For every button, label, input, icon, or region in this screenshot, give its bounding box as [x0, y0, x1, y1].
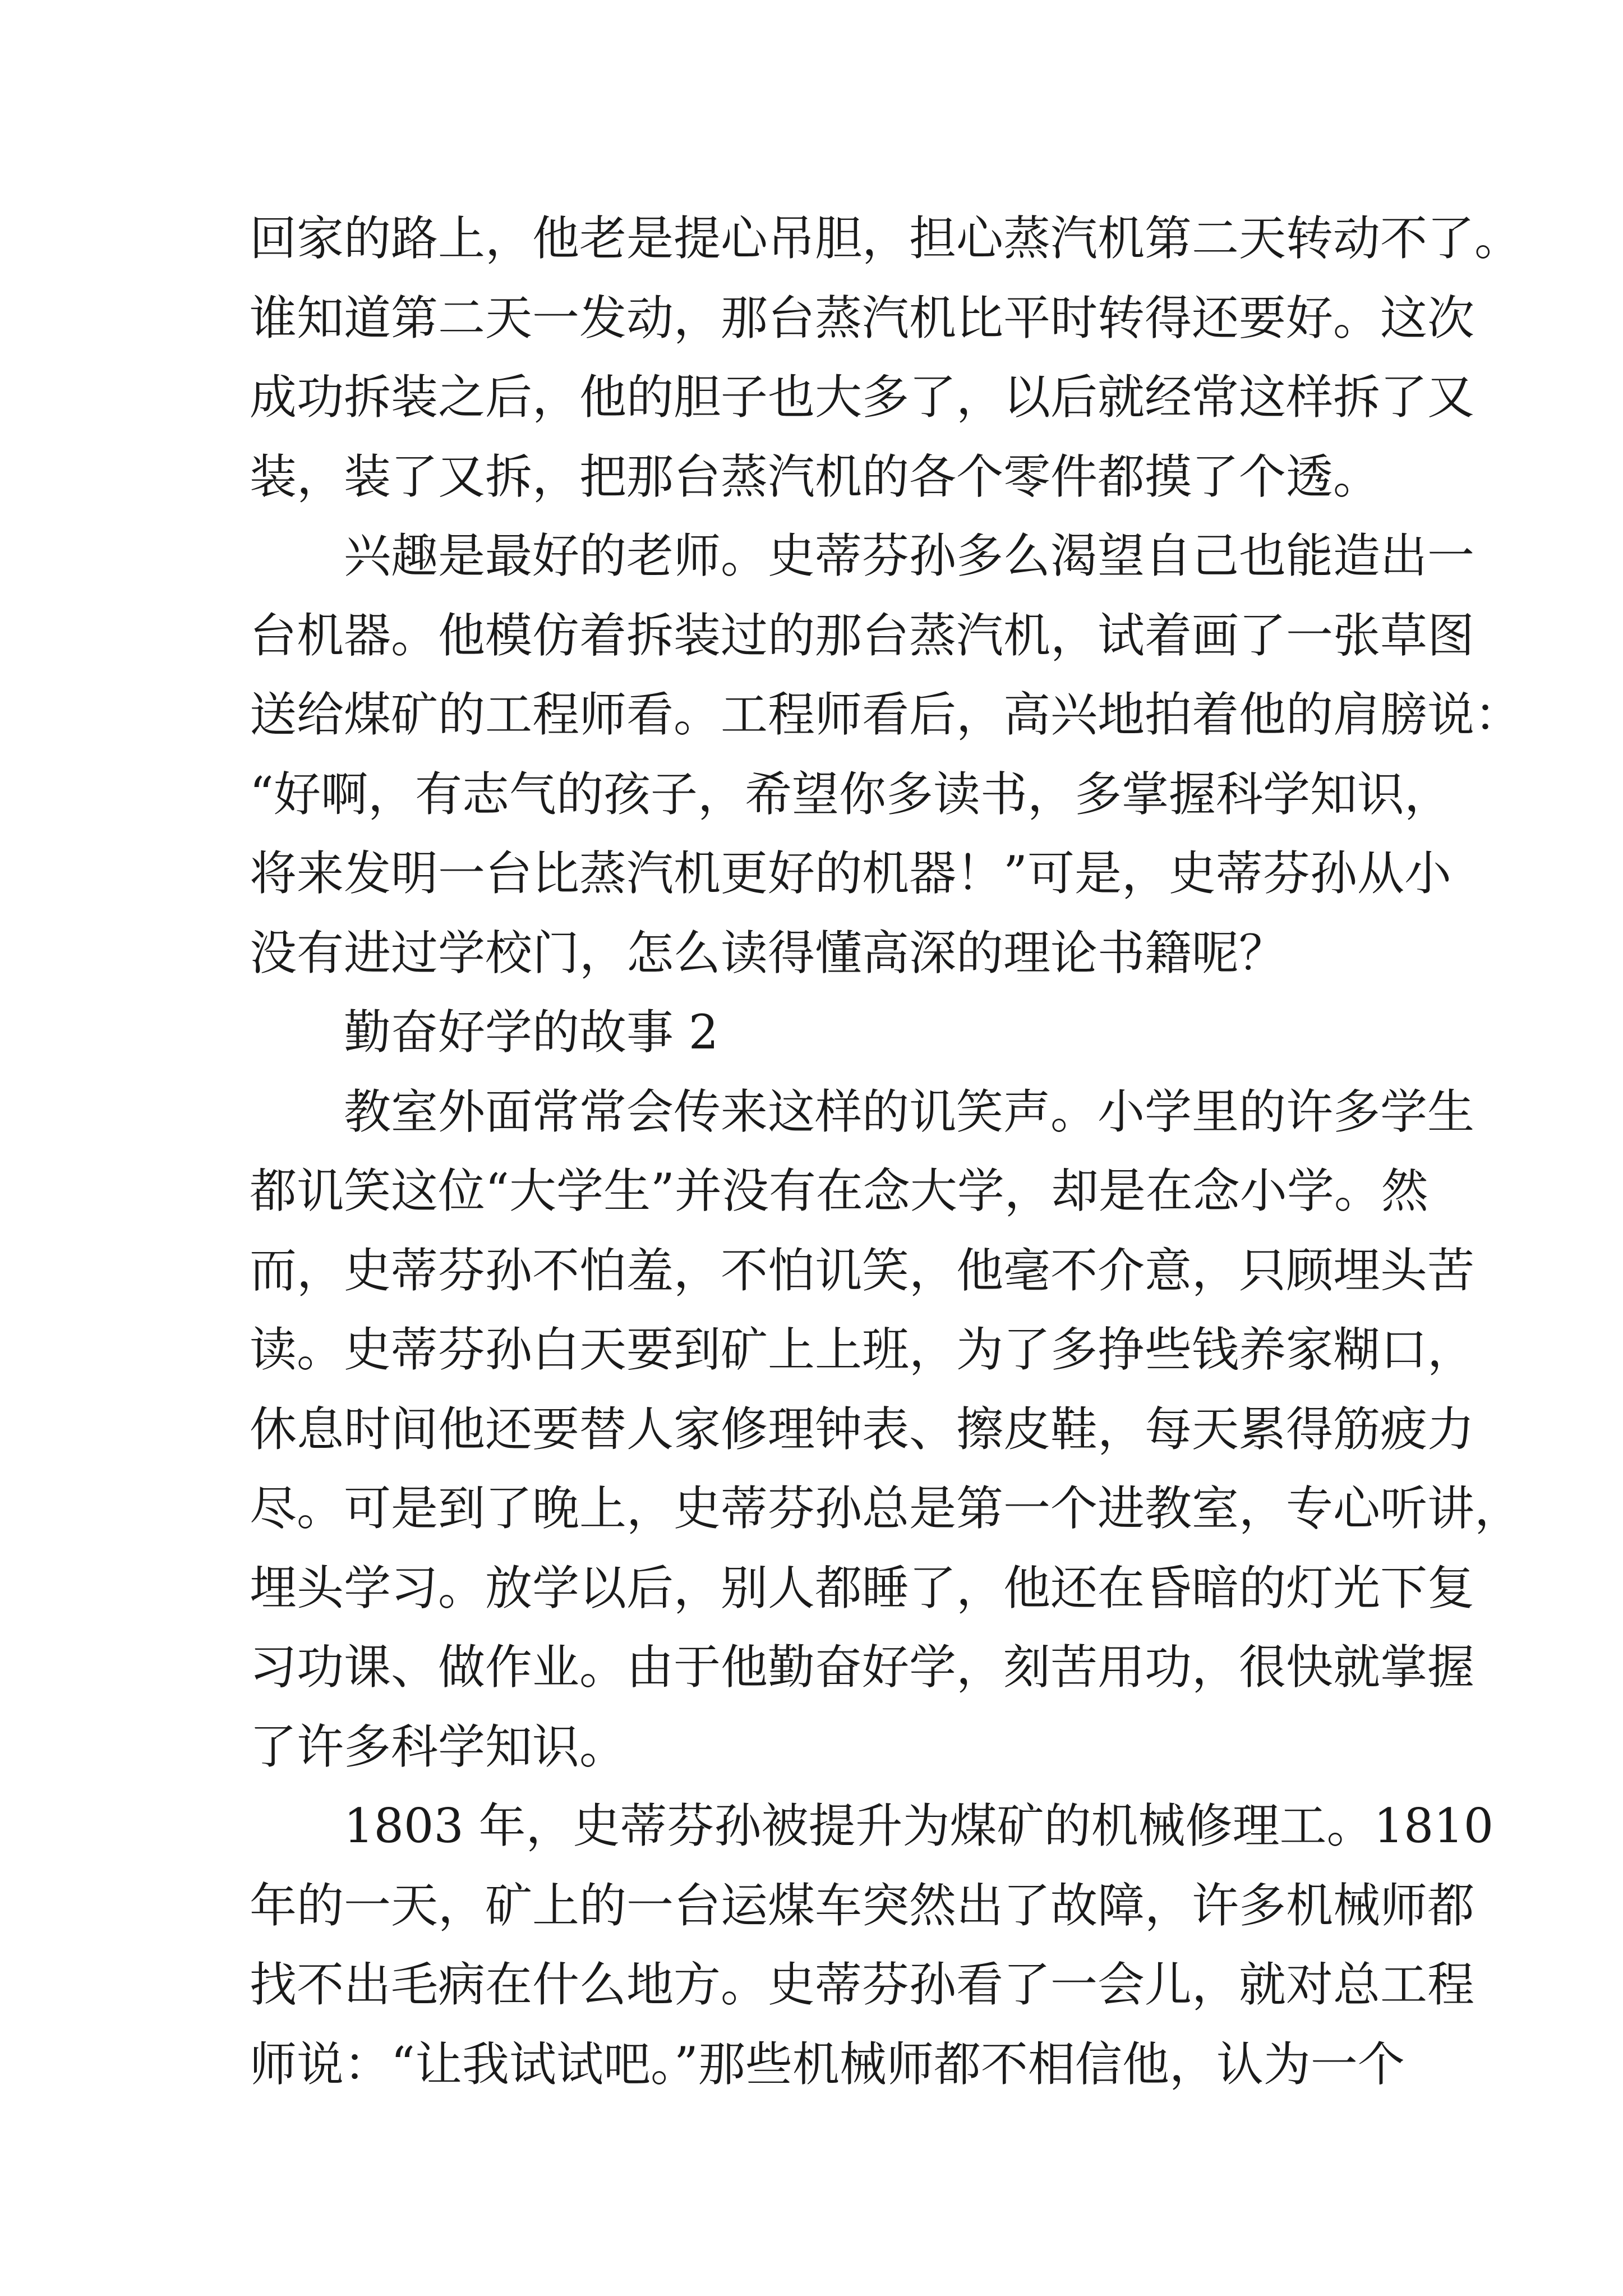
- text-line: 送给煤矿的工程师看。工程师看后，高兴地拍着他的肩膀说：: [250, 687, 1522, 742]
- text-line: “好啊，有志气的孩子，希望你多读书，多掌握科学知识，: [250, 766, 1451, 822]
- text-line: 台机器。他模仿着拆装过的那台蒸汽机，试着画了一张草图: [250, 608, 1475, 663]
- paragraph-first-line: 教室外面常常会传来这样的讥笑声。小学里的许多学生: [344, 1084, 1475, 1139]
- text-line: 师说：“让我试试吧。”那些机械师都不相信他，认为一个: [250, 2036, 1405, 2092]
- text-line: 埋头学习。放学以后，别人都睡了，他还在昏暗的灯光下复: [250, 1560, 1475, 1616]
- document-body: [250, 199, 1522, 2104]
- section-heading: 勤奋好学的故事 2: [344, 1005, 719, 1060]
- text-line: 都讥笑这位“大学生”并没有在念大学，却是在念小学。然: [250, 1163, 1428, 1218]
- text-line: 谁知道第二天一发动，那台蒸汽机比平时转得还要好。这次: [250, 290, 1475, 346]
- text-line: 没有进过学校门，怎么读得懂高深的理论书籍呢？: [250, 925, 1287, 981]
- text-line: 尽。可是到了晚上，史蒂芬孙总是第一个进教室，专心听讲，: [250, 1481, 1522, 1536]
- text-line: 了许多科学知识。: [250, 1719, 627, 1774]
- text-line: 装，装了又拆，把那台蒸汽机的各个零件都摸了个透。: [250, 449, 1381, 504]
- text-line: 习功课、做作业。由于他勤奋好学，刻苦用功，很快就掌握: [250, 1640, 1475, 1695]
- text-line: 而，史蒂芬孙不怕羞，不怕讥笑，他毫不介意，只顾埋头苦: [250, 1243, 1475, 1298]
- paragraph-first-line: 1803 年，史蒂芬孙被提升为煤矿的机械修理工。1810: [344, 1798, 1494, 1853]
- text-line: 休息时间他还要替人家修理钟表、擦皮鞋，每天累得筋疲力: [250, 1401, 1475, 1457]
- paragraph-first-line: 兴趣是最好的老师。史蒂芬孙多么渴望自己也能造出一: [344, 528, 1475, 583]
- text-line: 读。史蒂芬孙白天要到矿上上班，为了多挣些钱养家糊口，: [250, 1322, 1475, 1377]
- text-line: 成功拆装之后，他的胆子也大多了，以后就经常这样拆了又: [250, 370, 1475, 425]
- text-line: 将来发明一台比蒸汽机更好的机器！”可是，史蒂芬孙从小: [250, 846, 1451, 901]
- text-line: 年的一天，矿上的一台运煤车突然出了故障，许多机械师都: [250, 1878, 1475, 1933]
- text-line: 回家的路上，他老是提心吊胆，担心蒸汽机第二天转动不了。: [250, 211, 1522, 266]
- text-line: 找不出毛病在什么地方。史蒂芬孙看了一会儿，就对总工程: [250, 1957, 1475, 2012]
